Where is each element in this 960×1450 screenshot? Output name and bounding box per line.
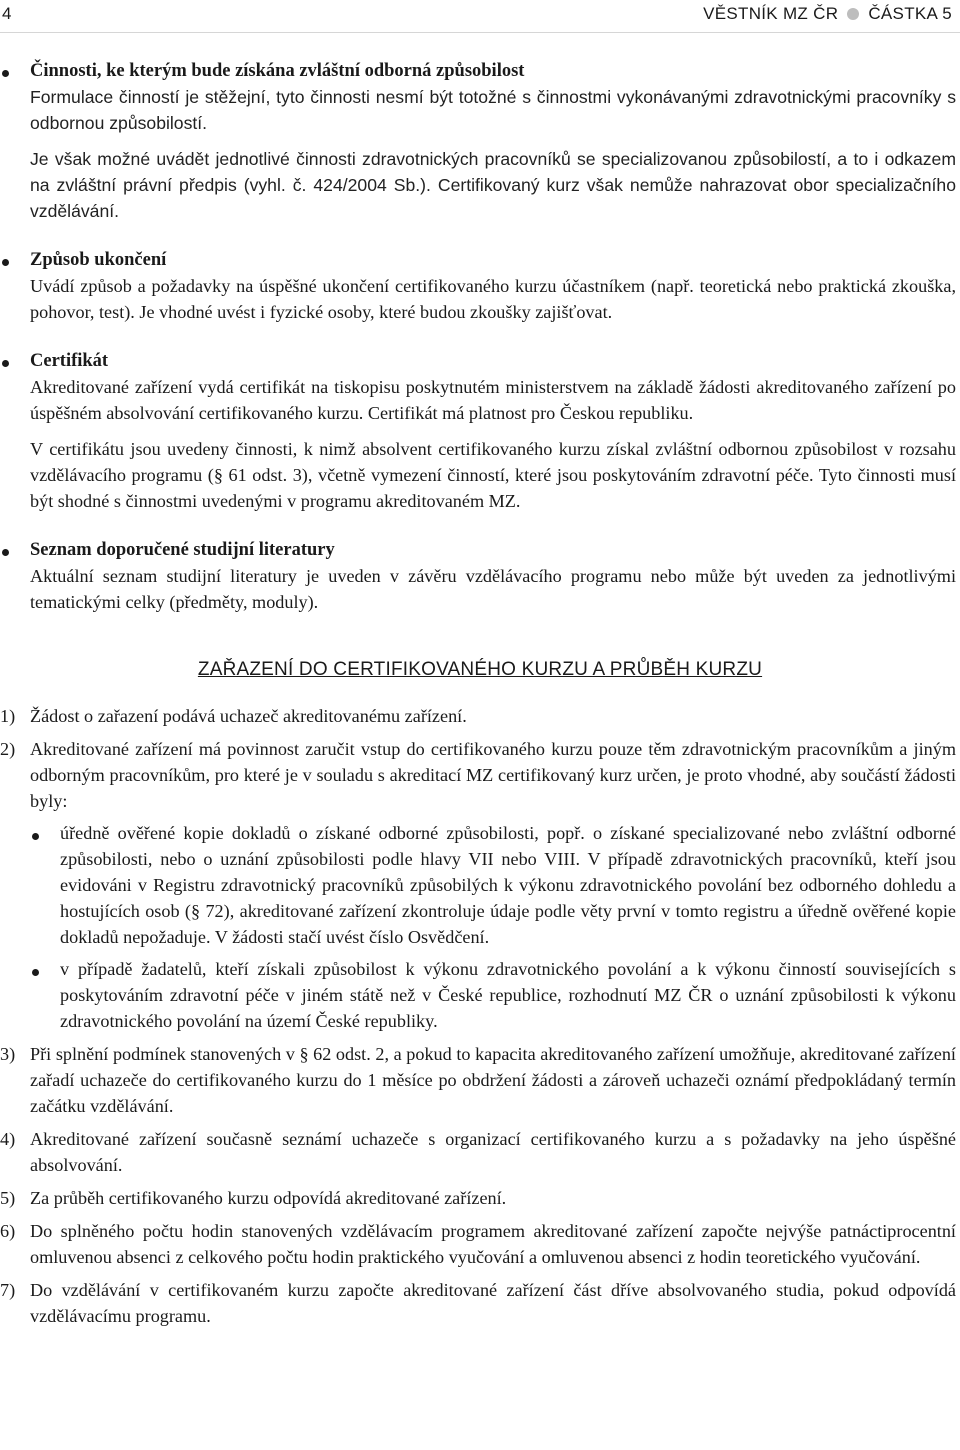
section-paragraph: Akreditované zařízení vydá certifikát na tiskopisu poskytnutém ministerstvem na základě žádosti akreditovaného zařízení po úspěšném absolvování certifikovaného kurzu. Certifikát má platnost pro Českou republiku. (30, 377, 956, 423)
section-paragraph: V certifikátu jsou uvedeny činnosti, k nimž absolvent certifikovaného kurzu získal zvláštní odbornou způsobilost v rozsahu vzdělávacího programu (§ 61 odst. 3), včetně vymezení činností, které jsou poskytováním zdravotní péče. Tyto činnosti musí být shodné s činnostmi uvedenými v programu akreditovaném MZ. (30, 439, 956, 511)
bullet-icon (32, 833, 39, 840)
item-number: 5) (0, 1188, 16, 1208)
item-text: Do splněného počtu hodin stanovených vzdělávacím programem akreditované zařízení započte nejvýše patnáctiprocentní omluvenou absenci z celkového počtu hodin praktického vyučování a omluvenou absenci z hodin teoretického vyučování. (30, 1221, 956, 1267)
item-number: 3) (0, 1044, 16, 1064)
bullet-icon (2, 360, 9, 367)
numbered-item (0, 1041, 960, 1119)
item-text: Akreditované zařízení má povinnost zaručit vstup do certifikovaného kurzu pouze těm zdravotnickým pracovníkům a jiným odborným pracovníkům, pro které je v souladu s akreditací MZ certifikovaný kurz určen, je proto vhodné, aby součástí žádosti byly: (30, 739, 956, 811)
item-number: 4) (0, 1129, 16, 1149)
section-certificate (0, 348, 960, 514)
page-content (0, 58, 960, 1336)
sub-bullet-item (30, 820, 956, 950)
section-paragraph: Formulace činností je stěžejní, tyto činnosti nesmí být totožné s činnostmi vykonávanými zdravotnickými pracovníky s odbornou způsobilostí. (30, 87, 956, 133)
section-title: Činnosti, ke kterým bude získána zvláštní odborná způsobilost (30, 61, 525, 81)
item-text: Do vzdělávání v certifikovaném kurzu započte akreditované zařízení část dříve absolvovaného studia, pokud odpovídá vzdělávacímu programu. (30, 1280, 956, 1326)
section-paragraph: Aktuální seznam studijní literatury je uveden v závěru vzdělávacího programu nebo může být uveden za jednotlivými tematickými celky (předměty, moduly). (30, 566, 956, 612)
separator-dot-icon (847, 8, 859, 20)
bullet-icon (32, 969, 39, 976)
section-title: Certifikát (30, 351, 109, 371)
bullet-icon (2, 549, 9, 556)
section-paragraph: Je však možné uvádět jednotlivé činnosti zdravotnických pracovníků se specializovanou způsobilostí, a to i odkazem na zvláštní právní předpis (vyhl. č. 424/2004 Sb.). Certifikovaný kurz však nemůže nahrazovat obor specializačního vzdělávání. (30, 149, 956, 221)
issue-label: ČÁSTKA 5 (868, 4, 952, 23)
numbered-item (0, 1218, 960, 1270)
sub-item-text: v případě žadatelů, kteří získali způsobilost k výkonu zdravotnického povolání a k výkonu činností souvisejících s poskytováním zdravotní péče v jiném státě než v České republice, rozhodnutí MZ ČR o uznání způsobilosti k výkonu zdravotnického povolání na území České republiky. (60, 959, 956, 1031)
item-number: 6) (0, 1221, 16, 1241)
numbered-item (0, 736, 960, 1034)
page-header (0, 0, 960, 33)
sub-bullet-item (30, 956, 956, 1034)
numbered-item (0, 1126, 960, 1178)
journal-name: VĚSTNÍK MZ ČR (703, 4, 839, 23)
item-text: Při splnění podmínek stanovených v § 62 odst. 2, a pokud to kapacita akreditovaného zařízení umožňuje, akreditované zařízení zařadí uchazeče do certifikovaného kurzu do 1 měsíce po obdržení žádosti a zároveň uchazeči oznámí předpokládaný termín začátku vzdělávání. (30, 1044, 956, 1116)
section-title: Způsob ukončení (30, 250, 167, 270)
numbered-item (0, 1185, 960, 1211)
section-activities (0, 58, 960, 224)
item-text: Akreditované zařízení současně seznámí uchazeče s organizací certifikovaného kurzu a s požadavky na jeho úspěšné absolvování. (30, 1129, 956, 1175)
section-completion (0, 247, 960, 325)
item-number: 2) (0, 739, 16, 759)
item-text: Žádost o zařazení podává uchazeč akreditovanému zařízení. (30, 706, 467, 726)
journal-title (703, 4, 952, 24)
section-literature (0, 537, 960, 615)
bullet-icon (2, 70, 9, 77)
item-number: 7) (0, 1280, 16, 1300)
section-paragraph: Uvádí způsob a požadavky na úspěšné ukončení certifikovaného kurzu účastníkem (např. teoretická nebo praktická zkouška, pohovor, test). Je vhodné uvést i fyzické osoby, které budou zkoušky zajišťovat. (30, 276, 956, 322)
item-text: Za průběh certifikovaného kurzu odpovídá akreditované zařízení. (30, 1188, 507, 1208)
sub-item-text: úředně ověřené kopie dokladů o získané odborné způsobilosti, popř. o získané specializované nebo zvláštní odborné způsobilosti, nebo o uznání způsobilosti podle hlavy VII nebo VIII. V případě zdravotnických pracovníků, kteří jsou evidováni v Registru zdravotnický pracovníků způsobilých k výkonu zdravotnického povolání bez odborného dohledu a hostujících osob (§ 72), akreditované zařízení zkontroluje údaje podle věty první v tomto registru a úředně ověřené kopie dokladů nepožaduje. V žádosti stačí uvést číslo Osvědčení. (60, 823, 956, 947)
item-number: 1) (0, 706, 16, 726)
numbered-item (0, 703, 960, 729)
numbered-item (0, 1277, 960, 1329)
section-title: Seznam doporučené studijní literatury (30, 540, 335, 560)
bullet-icon (2, 259, 9, 266)
chapter-heading: ZAŘAZENÍ DO CERTIFIKOVANÉHO KURZU A PRŮBĚH KURZU (197, 659, 763, 680)
page-number: 4 (2, 4, 12, 23)
